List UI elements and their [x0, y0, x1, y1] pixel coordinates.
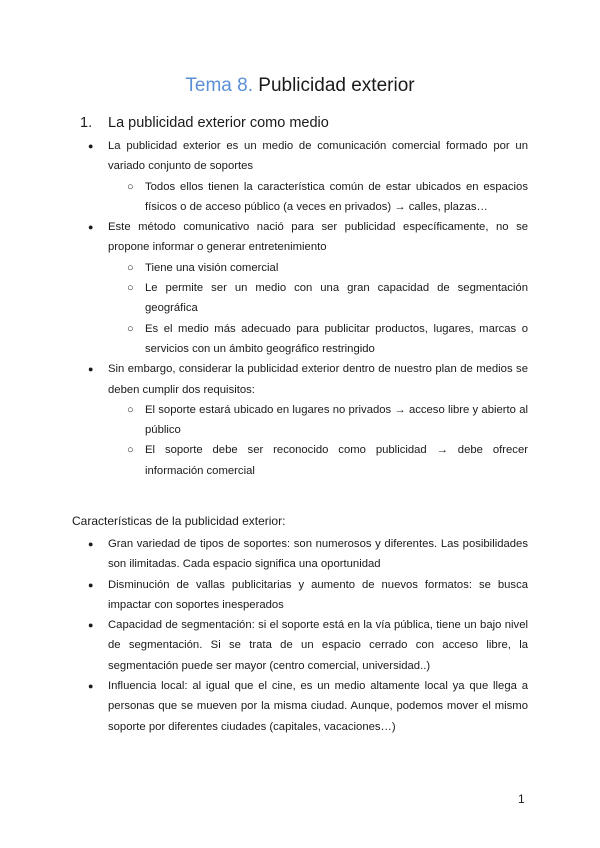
bullet-dot: ● — [88, 579, 94, 590]
section-heading-text: La publicidad exterior como medio — [108, 115, 329, 131]
bullet-dot: ● — [88, 141, 94, 151]
list-item: ○ El soporte estará ubicado en lugares no privados → acceso libre y abierto al público — [145, 400, 528, 441]
bullet-list-1 — [0, 136, 600, 481]
bullet-dot: ● — [88, 222, 94, 233]
list-item: ○ Le permite ser un medio con una gran capacidad de segmentación geográfica — [145, 278, 528, 319]
bullet-circle: ○ — [127, 322, 134, 335]
list-item: ● Este método comunicativo nació para ser publicidad específicamente, no se propone informar o generar entretenimiento — [108, 217, 528, 258]
section-heading-2: Características de la publicidad exterior: — [72, 514, 286, 528]
bullet-circle: ○ — [127, 282, 134, 295]
list-item: ○ El soporte debe ser reconocido como publicidad → debe ofrecer información comercial — [145, 440, 528, 481]
list-item: ● Capacidad de segmentación: si el soporte está en la vía pública, tiene un bajo nivel de segmentación. Si se trata de un espacio cerrado con acceso libre, la segmentación puede ser mayor (centro comercial, universidad..) — [108, 615, 528, 676]
bullet-dot: ● — [88, 620, 94, 631]
bullet-circle: ○ — [127, 403, 134, 416]
page-title — [0, 74, 600, 98]
bullet-circle: ○ — [127, 180, 134, 193]
title-number: Tema 8. — [185, 75, 253, 96]
bullet-circle: ○ — [127, 261, 134, 274]
list-item: ● La publicidad exterior es un medio de comunicación comercial formado por un variado conjunto de soportes — [108, 136, 528, 177]
list-item: ○ Tiene una visión comercial — [145, 258, 528, 278]
list-item: ● Sin embargo, considerar la publicidad exterior dentro de nuestro plan de medios se deben cumplir dos requisitos: — [108, 359, 528, 400]
bullet-dot: ● — [88, 539, 94, 549]
list-item: ● Disminución de vallas publicitarias y aumento de nuevos formatos: se busca impactar con soportes inesperados — [108, 575, 528, 616]
title-text: Publicidad exterior — [258, 75, 415, 96]
bullet-dot: ● — [88, 364, 94, 375]
list-item: ○ Es el medio más adecuado para publicitar productos, lugares, marcas o servicios con un ámbito geográfico restringido — [145, 319, 528, 360]
bullet-dot: ● — [88, 681, 94, 692]
bullet-list-2 — [0, 534, 600, 737]
page-number: 1 — [518, 792, 525, 806]
section-number: 1. — [80, 115, 93, 131]
section-heading-1 — [80, 114, 329, 132]
list-item: ○ Todos ellos tienen la característica común de estar ubicados en espacios físicos o de acceso público (a veces en privados) → calles, plazas… — [145, 177, 528, 218]
list-item: ● Gran variedad de tipos de soportes: son numerosos y diferentes. Las posibilidades son ilimitadas. Cada espacio significa una oportunidad — [108, 534, 528, 575]
bullet-circle: ○ — [127, 444, 134, 457]
list-item: ● Influencia local: al igual que el cine, es un medio altamente local ya que llega a personas que se mueven por la misma ciudad. Aunque, podemos mover el mismo soporte por diferentes ciudades (capitales, vacaciones…) — [108, 676, 528, 737]
